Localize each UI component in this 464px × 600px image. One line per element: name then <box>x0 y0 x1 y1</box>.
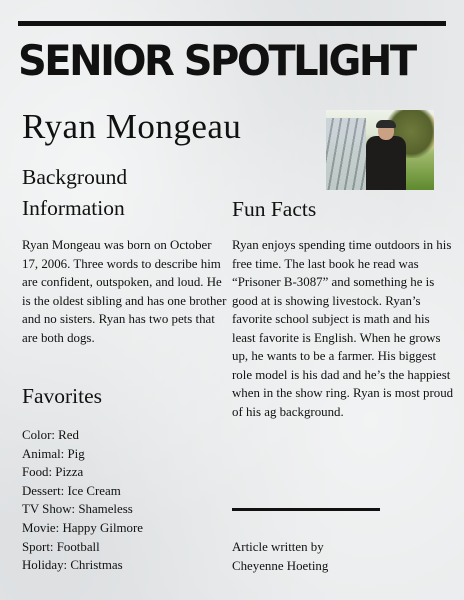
photo-person-body <box>366 136 406 190</box>
favorite-item: Sport: Football <box>22 539 100 554</box>
fun-facts-text: Ryan enjoys spending time outdoors in his free time. The last book he read was “Prisoner B-3087” and something he is good at is showing livestock. Ryan’s favorite school subject is math and his least favorite is English. When he grows up, he wants to be a farmer. His biggest role model is his dad and he’s the happiest when in the show ring. Ryan is most proud of his ag background. <box>232 238 454 419</box>
student-name: Ryan Mongeau <box>22 107 242 146</box>
masthead-title: SENIOR SPOTLIGHT <box>18 37 415 86</box>
favorite-item: Food: Pizza <box>22 465 84 480</box>
photo-person-cap <box>376 120 396 128</box>
favorites-list <box>22 426 143 575</box>
background-heading: Background Information <box>22 165 128 220</box>
article-credit <box>232 538 328 575</box>
credit-line: Article written by <box>232 540 324 554</box>
credit-divider <box>232 508 380 511</box>
top-rule <box>18 21 446 26</box>
favorite-item: Movie: Happy Gilmore <box>22 520 144 535</box>
photo-fence <box>326 118 366 190</box>
portrait-photo <box>326 110 434 190</box>
favorites-heading: Favorites <box>22 384 103 408</box>
background-text: Ryan Mongeau was born on October 17, 2006. Three words to describe him are confident, outspoken, and loud. He is the oldest sibling and has one brother and no sisters. Ryan has two pets that are both dogs. <box>22 238 227 345</box>
credit-author: Cheyenne Hoeting <box>232 558 329 573</box>
favorite-item: Holiday: Christmas <box>22 558 123 573</box>
favorite-item: Color: Red <box>22 428 79 442</box>
favorite-item: TV Show: Shameless <box>22 502 133 517</box>
favorite-item: Dessert: Ice Cream <box>22 483 121 498</box>
favorite-item: Animal: Pig <box>22 446 85 461</box>
fun-facts-heading: Fun Facts <box>232 197 317 221</box>
